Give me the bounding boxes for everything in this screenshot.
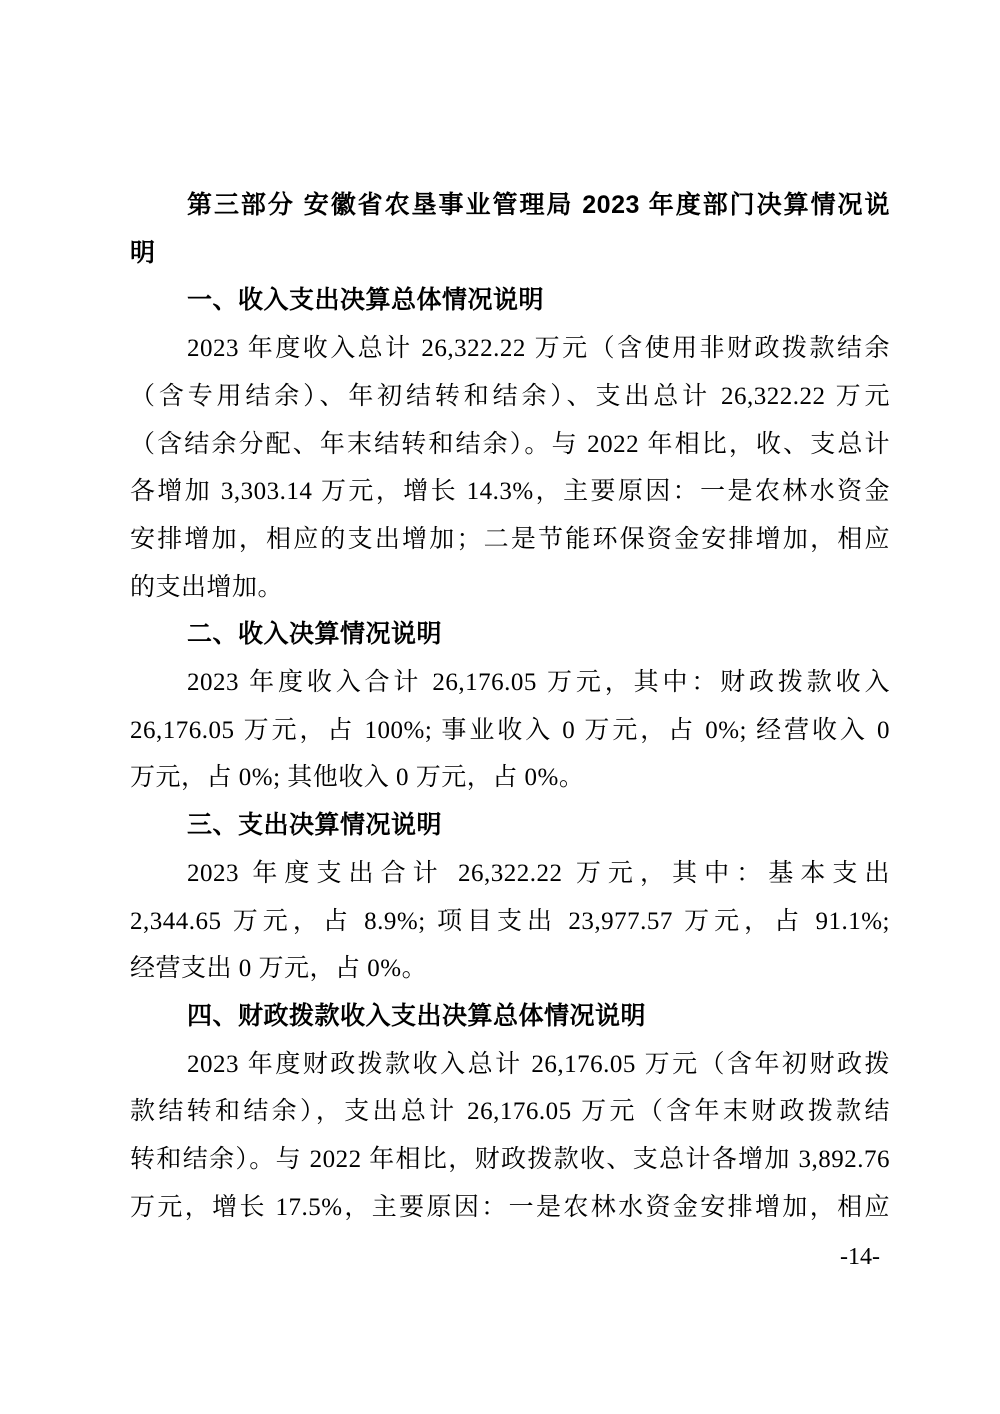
section-4-paragraph-line: 款结转和结余），支出总计 26,176.05 万元（含年末财政拨款结	[130, 1098, 890, 1126]
section-4-heading: 四、财政拨款收入支出决算总体情况说明	[187, 1001, 647, 1030]
section-4-paragraph-line: 2023 年度财政拨款收入总计 26,176.05 万元（含年初财政拨	[187, 1050, 890, 1078]
section-1-paragraph-line: 安排增加，相应的支出增加；二是节能环保资金安排增加，相应	[130, 525, 890, 553]
section-3-paragraph-line: 2,344.65 万元，占 8.9%; 项目支出 23,977.57 万元，占 91.1%;	[130, 907, 890, 935]
section-1-paragraph-line: （含结余分配、年末结转和结余）。与 2022 年相比，收、支总计	[130, 430, 890, 458]
page-number: -14-	[840, 1244, 880, 1270]
section-1-paragraph-line: 2023 年度收入总计 26,322.22 万元（含使用非财政拨款结余	[187, 335, 890, 363]
section-3-paragraph-line: 2023 年度支出合计 26,322.22 万元，其中：基本支出	[187, 859, 890, 887]
section-2-paragraph-line: 26,176.05 万元，占 100%; 事业收入 0 万元，占 0%; 经营收入 0	[130, 716, 890, 744]
section-1-heading: 一、收入支出决算总体情况说明	[187, 286, 545, 315]
document-title-line-1: 第三部分 安徽省农垦事业管理局 2023 年度部门决算情况说	[187, 191, 890, 219]
section-2-paragraph-line: 2023 年度收入合计 26,176.05 万元，其中：财政拨款收入	[187, 669, 890, 697]
section-1-paragraph-line: 的支出增加。	[130, 573, 284, 601]
section-1-paragraph-line: 各增加 3,303.14 万元，增长 14.3%，主要原因：一是农林水资金	[130, 478, 890, 506]
section-2-heading: 二、收入决算情况说明	[187, 620, 443, 649]
section-4-paragraph-line: 转和结余）。与 2022 年相比，财政拨款收、支总计各增加 3,892.76	[130, 1146, 890, 1174]
section-1-paragraph-line: （含专用结余）、年初结转和结余）、支出总计 26,322.22 万元	[130, 382, 890, 410]
section-2-paragraph-line: 万元，占 0%; 其他收入 0 万元，占 0%。	[130, 764, 585, 792]
section-3-heading: 三、支出决算情况说明	[187, 811, 443, 840]
section-3-paragraph-line: 经营支出 0 万元，占 0%。	[130, 955, 428, 983]
document-title-line-2: 明	[130, 238, 156, 267]
section-4-paragraph-line: 万元，增长 17.5%，主要原因：一是农林水资金安排增加，相应	[130, 1193, 890, 1221]
document-content	[130, 182, 890, 1231]
